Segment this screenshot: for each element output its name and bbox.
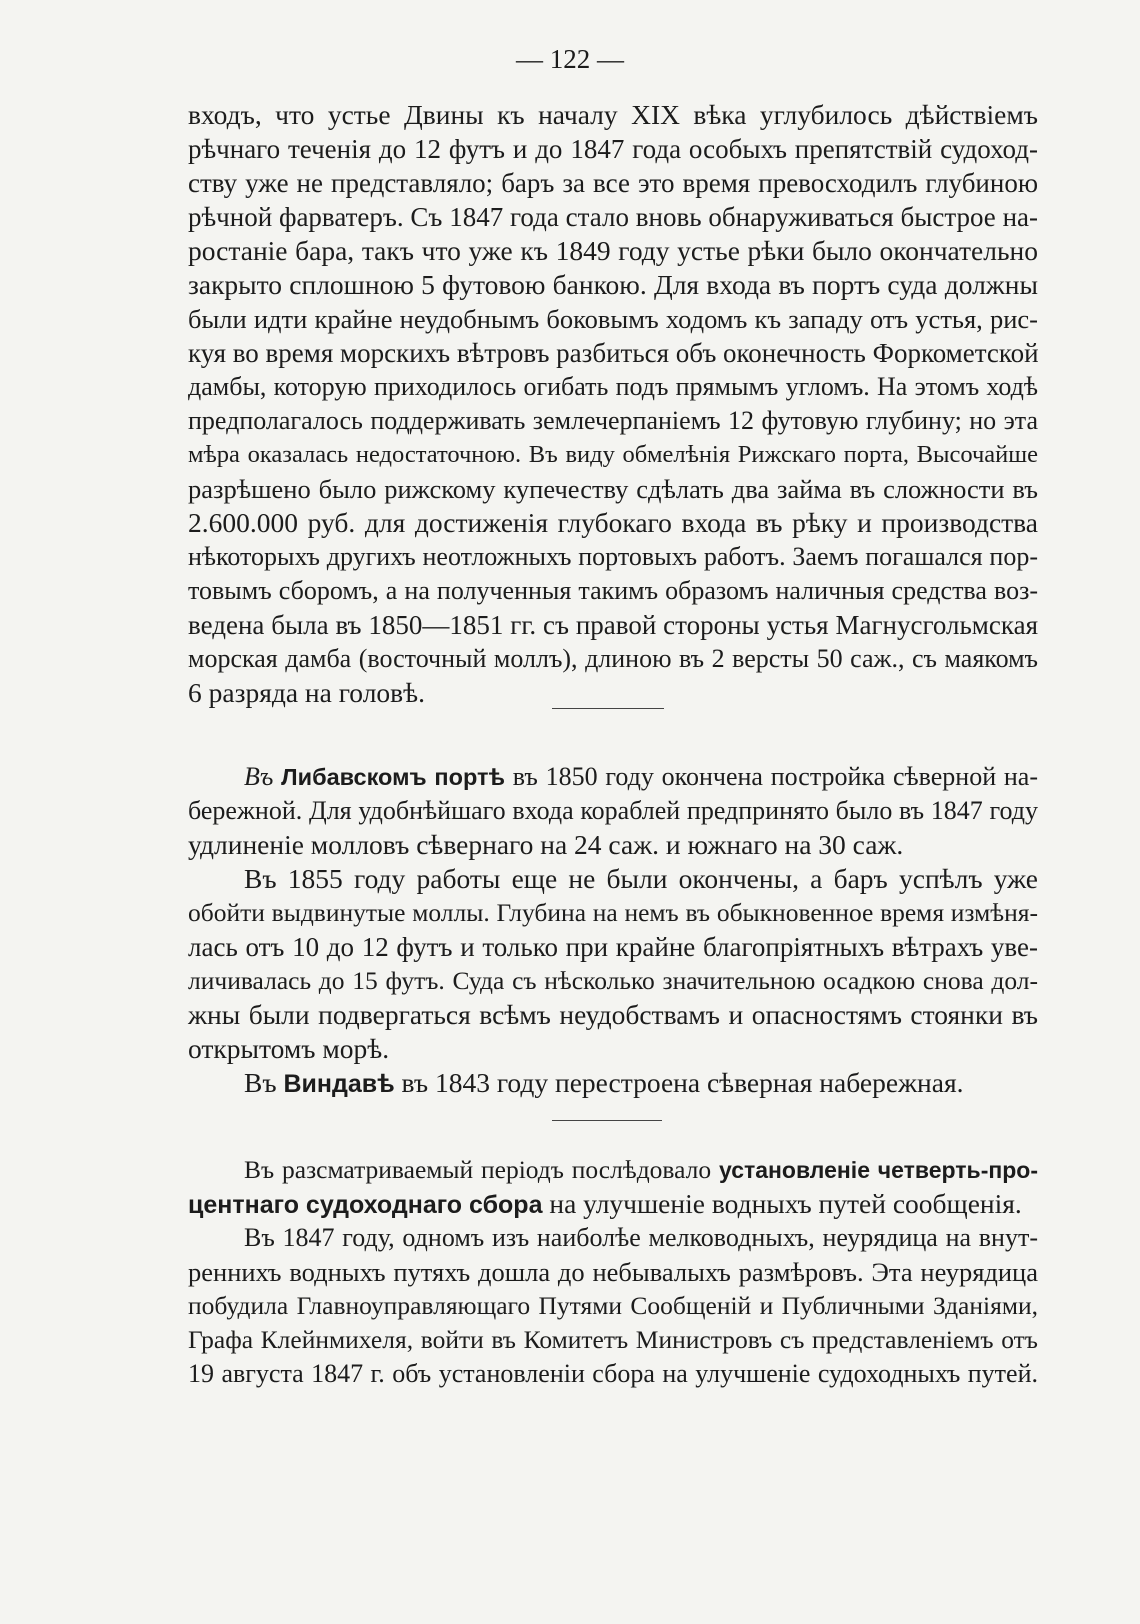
vindava-rest: въ 1843 году перестроена сѣверная набережная. [401, 1067, 964, 1098]
text-line: Въ 1847 году, одномъ изъ наиболѣе мелководныхъ, неурядица на внут- [244, 1223, 1038, 1252]
text-line: 6 разряда на головѣ. [188, 677, 425, 708]
text-line: личивалась до 15 футъ. Суда съ нѣсколько значительною осадкою снова дол- [188, 966, 1038, 995]
libava-line-rest: въ 1850 году окончена постройка сѣверной на- [512, 762, 1038, 791]
section-divider [552, 1120, 662, 1121]
sbor-line-1-text: Въ разсматриваемый періодъ послѣдовало [244, 1155, 712, 1184]
text-line: рѣчной фарватеръ. Съ 1847 года стало вновь обнаруживаться быстрое на- [188, 202, 1038, 232]
vindava-line [244, 1066, 1038, 1100]
sbor-line-2-text: на улучшеніе водныхъ путей сообщенія. [549, 1188, 1022, 1219]
text-line: входъ, что устье Двины къ началу XIX вѣка углубилось дѣйствіемъ [188, 99, 1038, 130]
vindava-prefix: Въ [244, 1067, 277, 1098]
text-line: реннихъ водныхъ путяхъ дошла до небывалыхъ размѣровъ. Эта неурядица [188, 1257, 1038, 1287]
text-line: разрѣшено было рижскому купечеству сдѣлать два займа въ сложности въ [188, 474, 1038, 504]
text-line: морская дамба (восточный моллъ), длиною въ 2 версты 50 саж., съ маякомъ [188, 644, 1038, 673]
text-line: ростаніе бара, такъ что уже къ 1849 году устье рѣки было окончательно [188, 235, 1038, 266]
sbor-line-2 [188, 1187, 1038, 1221]
libava-first-line [244, 760, 1038, 794]
text-line: открытомъ морѣ. [188, 1033, 390, 1064]
text-line: 2.600.000 руб. для достиженія глубокаго входа въ рѣку и производства [188, 507, 1038, 538]
sbor-line-1 [244, 1153, 1038, 1187]
vindava-name: Виндавѣ [283, 1070, 395, 1098]
libava-port-name: Либавскомъ портѣ [281, 764, 506, 790]
sbor-line-2-bold: центнаго судоходнаго сбора [188, 1191, 543, 1219]
text-line: побудила Главноуправляющаго Путями Сообщеній и Публичными Зданіями, [188, 1291, 1038, 1320]
text-line: были идти крайне неудобнымъ боковымъ ходомъ къ западу отъ устья, рис- [188, 304, 1038, 334]
text-line: удлиненіе молловъ сѣвернаго на 24 саж. и южнаго на 30 саж. [188, 829, 904, 860]
text-line: Графа Клейнмихеля, войти въ Комитетъ Министровъ съ представленіемъ отъ [188, 1325, 1038, 1354]
text-line: лась отъ 10 до 12 футъ и только при крайне благопріятныхъ вѣтрахъ уве- [188, 932, 1038, 962]
text-line: 19 августа 1847 г. объ установленіи сбора на улучшеніе судоходныхъ путей. [188, 1359, 1038, 1388]
text-line: мѣра оказалась недостаточною. Въ виду обмелѣнія Рижскаго порта, Высочайше [188, 441, 1038, 468]
text-line: обойти выдвинутые моллы. Глубина на немъ въ обыкновенное время измѣня- [188, 898, 1038, 927]
text-line: предполагалось поддерживать землечерпаніемъ 12 футовую глубину; но эта [188, 406, 1038, 435]
text-line: Въ 1855 году работы еще не были окончены, а баръ успѣлъ уже [244, 863, 1038, 894]
page-number: — 122 — [516, 44, 624, 74]
text-line: куя во время морскихъ вѣтровъ разбиться объ оконечность Форкометской [188, 338, 1039, 368]
text-line: закрыто сплошною 5 футовою банкою. Для входа въ портъ суда должны [188, 269, 1038, 300]
text-line: жны были подвергаться всѣмъ неудобствамъ и опасностямъ стоянки въ [188, 999, 1038, 1030]
text-line: бережной. Для удобнѣйшаго входа кораблей предпринято было въ 1847 году [188, 796, 1038, 825]
text-line: дамбы, которую приходилось огибать подъ прямымъ угломъ. На этомъ ходѣ [188, 372, 1038, 401]
text-line: ству уже не представляло; баръ за все это время превосходилъ глубиною [188, 168, 1038, 198]
text-line: рѣчнаго теченія до 12 футъ и до 1847 года особыхъ препятствій судоход- [188, 134, 1038, 164]
sbor-line-1-bold: установленіе четверть-про- [718, 1157, 1038, 1183]
section-divider [552, 708, 664, 709]
text-line: нѣкоторыхъ другихъ неотложныхъ портовыхъ работъ. Заемъ погашался пор- [188, 542, 1038, 571]
text-line: ведена была въ 1850—1851 гг. съ правой стороны устья Магнусгольмская [188, 610, 1038, 640]
text-line: товымъ сборомъ, а на полученныя такимъ образомъ наличныя средства воз- [188, 576, 1038, 605]
libava-prefix: Въ [244, 762, 274, 791]
